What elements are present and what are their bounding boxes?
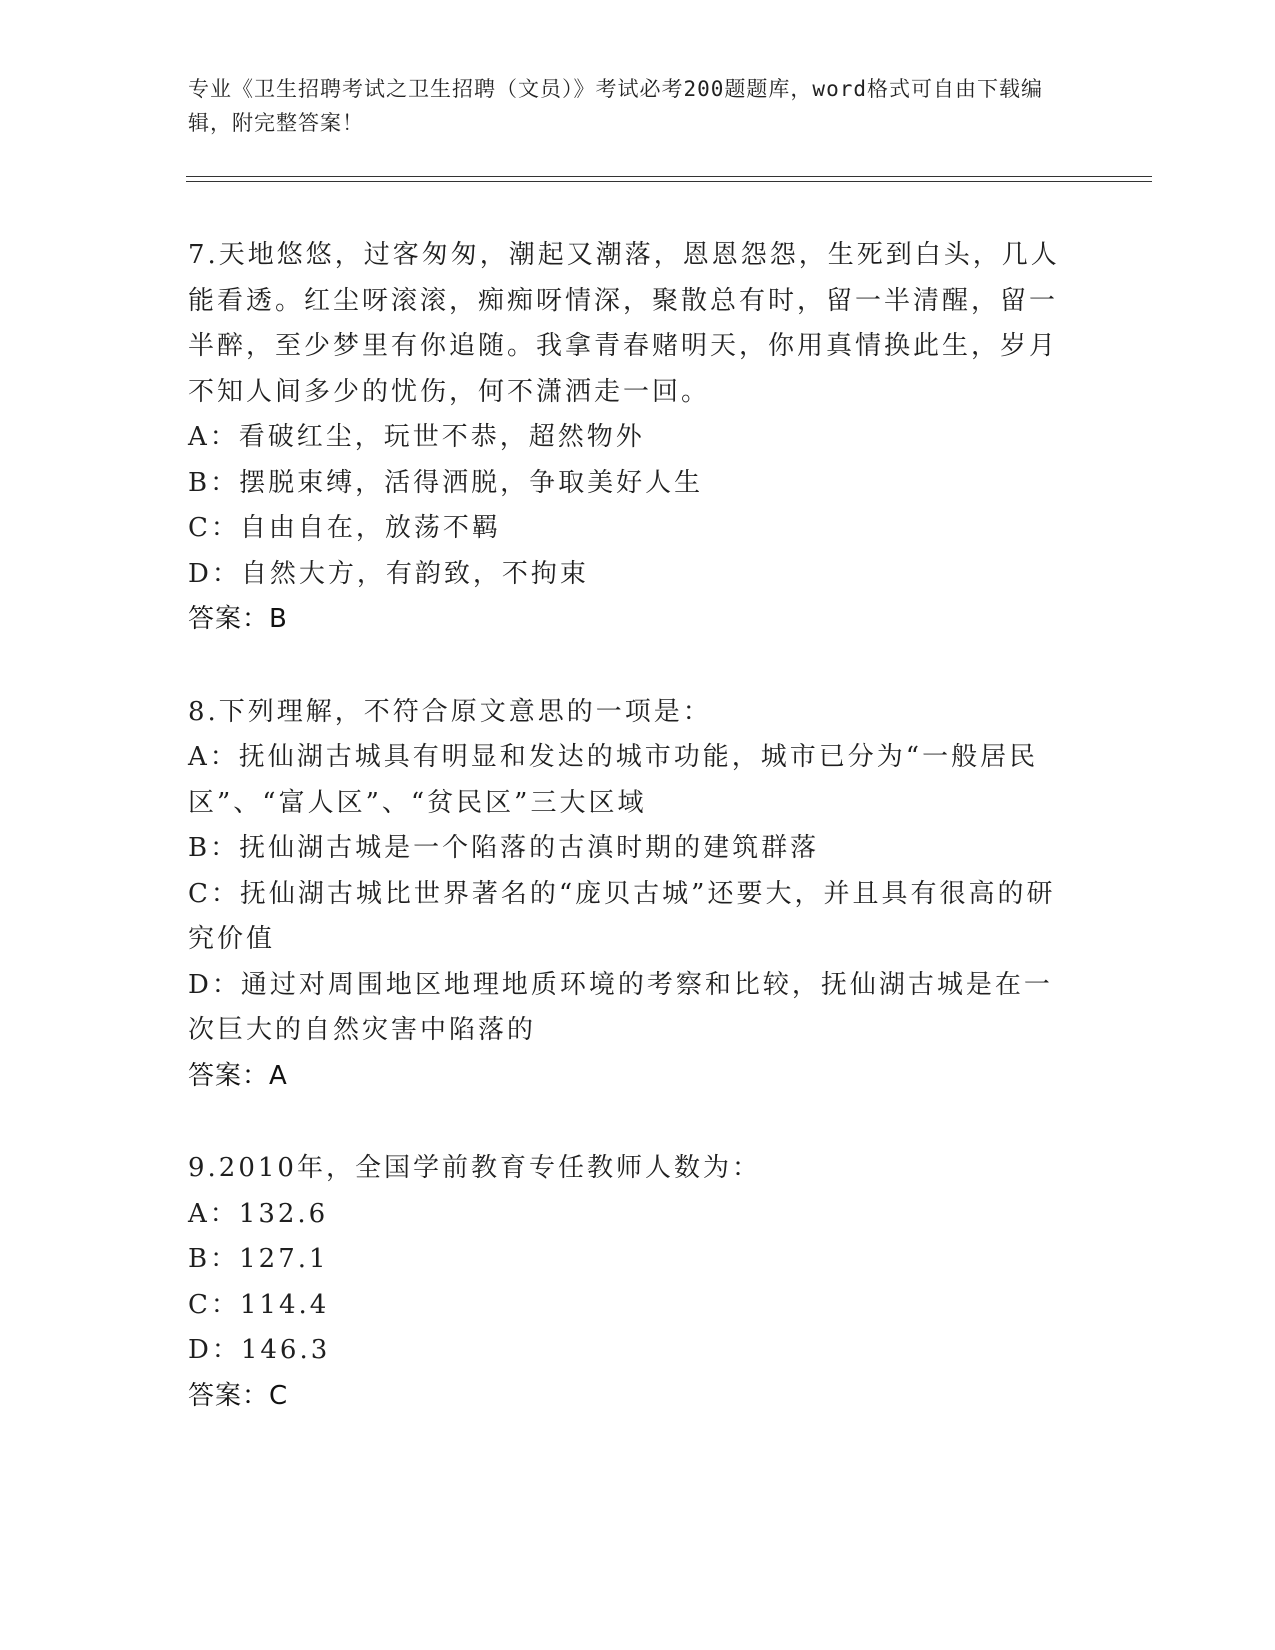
question-9	[188, 1146, 1078, 1419]
option-b: B：摆脱束缚，活得洒脱，争取美好人生	[188, 467, 704, 498]
header-divider-top	[186, 176, 1152, 177]
option-d: D：自然大方，有韵致，不拘束	[188, 558, 589, 589]
answer-line: 答案：B	[188, 604, 288, 634]
option-a: A：抚仙湖古城具有明显和发达的城市功能，城市已分为“一般居民区”、“富人区”、“贫民区”三大区域	[188, 742, 1039, 818]
option-b: B：127.1	[188, 1244, 329, 1274]
question-stem: 8.下列理解，不符合原文意思的一项是：	[188, 696, 712, 727]
question-stem: 9.2010年，全国学前教育专任教师人数为：	[188, 1153, 761, 1183]
answer-line: 答案：C	[188, 1380, 289, 1411]
question-list	[188, 233, 1078, 1466]
option-c: C：114.4	[188, 1289, 330, 1320]
answer-line: 答案：A	[188, 1060, 288, 1091]
option-c: C：抚仙湖古城比世界著名的“庞贝古城”还要大，并且具有很高的研究价值	[188, 878, 1056, 954]
question-8	[188, 690, 1078, 1100]
document-header: 专业《卫生招聘考试之卫生招聘（文员）》考试必考200题题库，word格式可自由下载编辑，附完整答案！	[188, 77, 1043, 135]
option-c: C：自由自在，放荡不羁	[188, 513, 501, 543]
option-a: A：看破红尘，玩世不恭，超然物外	[188, 422, 645, 452]
question-7	[188, 233, 1078, 643]
option-d: D：通过对周围地区地理地质环境的考察和比较，抚仙湖古城是在一次巨大的自然灾害中陷落的	[188, 969, 1053, 1045]
option-d: D：146.3	[188, 1335, 331, 1365]
question-stem: 7.天地悠悠，过客匆匆，潮起又潮落，恩恩怨怨，生死到白头，几人能看透。红尘呀滚滚，痴痴呀情深，聚散总有时，留一半清醒，留一半醉，至少梦里有你追随。我拿青春赌明天，你用真情换此生，岁月不知人间多少的忧伤，何不潇洒走一回。	[188, 240, 1060, 407]
option-a: A：132.6	[188, 1198, 329, 1229]
option-b: B：抚仙湖古城是一个陷落的古滇时期的建筑群落	[188, 833, 820, 863]
header-divider-bottom	[186, 181, 1152, 182]
